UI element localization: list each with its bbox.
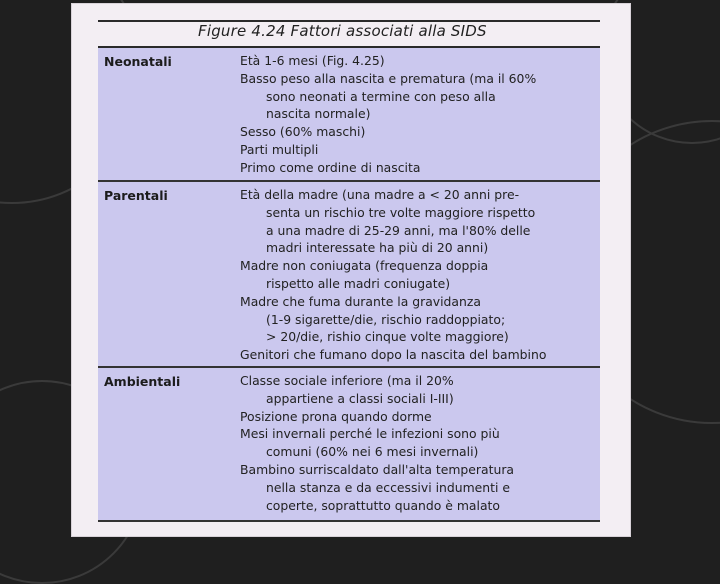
- factor-item: [240, 346, 594, 364]
- section-ambientali: [98, 366, 600, 526]
- section-label: Neonatali: [104, 54, 172, 69]
- item-list: [240, 52, 594, 177]
- factor-item: [240, 141, 594, 159]
- factor-item: [240, 293, 594, 346]
- factor-line: coperte, soprattutto quando è malato: [266, 497, 500, 513]
- factor-line: Età della madre (una madre a < 20 anni pre-: [240, 187, 520, 202]
- factor-line: comuni (60% nei 6 mesi invernali): [266, 444, 479, 460]
- factor-line: Classe sociale inferiore (ma il 20%: [240, 373, 454, 388]
- factor-item: [240, 186, 594, 257]
- factor-item: [240, 123, 594, 141]
- factor-line: Sesso (60% maschi): [240, 124, 366, 140]
- figure-title: Figure 4.24 Fattori associati alla SIDS: [198, 22, 487, 40]
- factor-item: [240, 257, 594, 293]
- factor-line: nella stanza e da eccessivi indumenti e: [266, 479, 511, 495]
- factor-line: Posizione prona quando dorme: [240, 408, 432, 424]
- section-label: Ambientali: [104, 374, 181, 389]
- factor-item: [240, 408, 594, 426]
- factor-line: rispetto alle madri coniugate): [266, 275, 451, 291]
- factor-item: [240, 159, 594, 177]
- risk-factor-table: [98, 48, 600, 522]
- factor-line: Genitori che fumano dopo la nascita del bambino: [240, 347, 547, 363]
- factor-line: senta un rischio tre volte maggiore rispetto: [266, 204, 536, 220]
- factor-line: Madre che fuma durante la gravidanza: [240, 293, 481, 309]
- factor-line: Primo come ordine di nascita: [240, 159, 421, 175]
- scanned-page: [72, 4, 630, 536]
- factor-line: a una madre di 25-29 anni, ma l'80% delle: [266, 222, 531, 238]
- factor-line: Madre non coniugata (frequenza doppia: [240, 258, 489, 274]
- factor-item: [240, 372, 594, 408]
- factor-line: appartiene a classi sociali I-III): [266, 390, 454, 406]
- factor-line: Basso peso alla nascita e prematura (ma il 60%: [240, 70, 537, 86]
- factor-line: Bambino surriscaldato dall'alta temperatura: [240, 461, 515, 477]
- factor-line: Mesi invernali perché le infezioni sono più: [240, 426, 500, 442]
- section-parentali: [98, 180, 600, 368]
- figure-header: [98, 18, 600, 48]
- factor-line: sono neonati a termine con peso alla: [266, 88, 496, 104]
- factor-line: Parti multipli: [240, 141, 319, 157]
- factor-item: [240, 425, 594, 461]
- factor-item: [240, 70, 594, 123]
- item-list: [240, 372, 594, 514]
- factor-line: > 20/die, rishio cinque volte maggiore): [266, 329, 509, 345]
- section-neonatali: [98, 48, 600, 180]
- factor-item: [240, 52, 594, 70]
- factor-line: Età 1-6 mesi (Fig. 4.25): [240, 53, 385, 68]
- factor-line: madri interessate ha più di 20 anni): [266, 240, 489, 256]
- factor-line: (1-9 sigarette/die, rischio raddoppiato;: [266, 311, 506, 327]
- item-list: [240, 186, 594, 364]
- section-label: Parentali: [104, 188, 168, 203]
- factor-line: nascita normale): [266, 106, 371, 122]
- factor-item: [240, 461, 594, 514]
